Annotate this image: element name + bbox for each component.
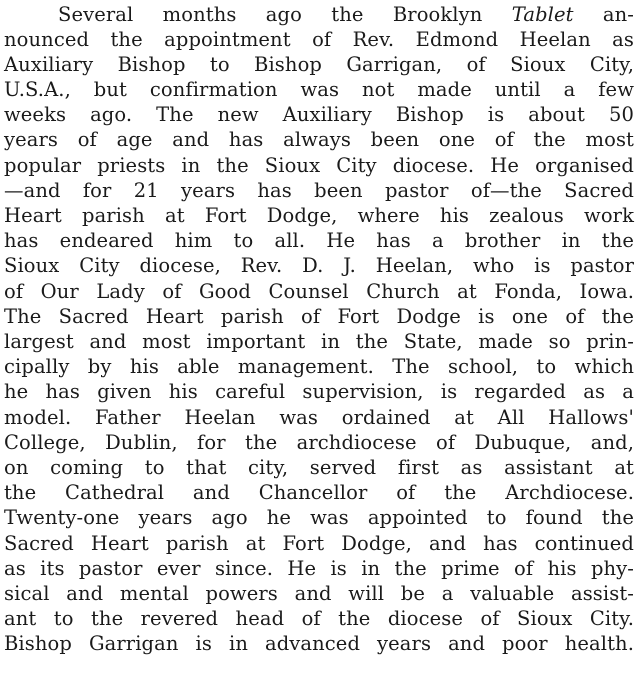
text-line-11: Sioux City diocese, Rev. D. J. Heelan, who is pastor xyxy=(4,254,634,277)
text-line-9: Heart parish at Fort Dodge, where his zealous work xyxy=(4,204,634,227)
text-line-26: Bishop Garrigan is in advanced years and poor health. xyxy=(4,632,634,655)
text-line-5: weeks ago. The new Auxiliary Bishop is about 50 xyxy=(4,103,634,126)
text-line-14: largest and most important in the State, made so prin- xyxy=(4,330,634,353)
text-line-8: —and for 21 years has been pastor of—the Sacred xyxy=(4,179,634,202)
text-line-18: College, Dublin, for the archdiocese of Dubuque, and, xyxy=(4,431,634,454)
text-line-22: Sacred Heart parish at Fort Dodge, and has continued xyxy=(4,532,634,555)
text-line-6: years of age and has always been one of the most xyxy=(4,128,634,151)
text-line-19: on coming to that city, served first as assistant at xyxy=(4,456,634,479)
text-line-21: Twenty-one years ago he was appointed to found the xyxy=(4,506,634,529)
text-line-16: he has given his careful supervision, is regarded as a xyxy=(4,380,634,403)
text-line-4: U.S.A., but confirmation was not made until a few xyxy=(4,78,634,101)
text-line-23: as its pastor ever since. He is in the prime of his phy- xyxy=(4,557,634,580)
text-line-12: of Our Lady of Good Counsel Church at Fonda, Iowa. xyxy=(4,280,634,303)
text-line-24: sical and mental powers and will be a valuable assist- xyxy=(4,582,634,605)
text-line-2: nounced the appointment of Rev. Edmond Heelan as xyxy=(4,28,634,51)
text-line-17: model. Father Heelan was ordained at All Hallows' xyxy=(4,406,634,429)
publication-name: Tablet xyxy=(511,3,574,26)
text-line-3: Auxiliary Bishop to Bishop Garrigan, of Sioux City, xyxy=(4,53,634,76)
text-line-1: Several months ago the Brooklyn Tablet an- xyxy=(58,3,634,26)
text-line-13: The Sacred Heart parish of Fort Dodge is one of the xyxy=(4,305,634,328)
text-line-15: cipally by his able management. The school, to which xyxy=(4,355,634,378)
text-line-10: has endeared him to all. He has a brother in the xyxy=(4,229,634,252)
text-line-7: popular priests in the Sioux City diocese. He organised xyxy=(4,154,634,177)
text-line-20: the Cathedral and Chancellor of the Archdiocese. xyxy=(4,481,634,504)
text-line-25: ant to the revered head of the diocese of Sioux City. xyxy=(4,607,634,630)
